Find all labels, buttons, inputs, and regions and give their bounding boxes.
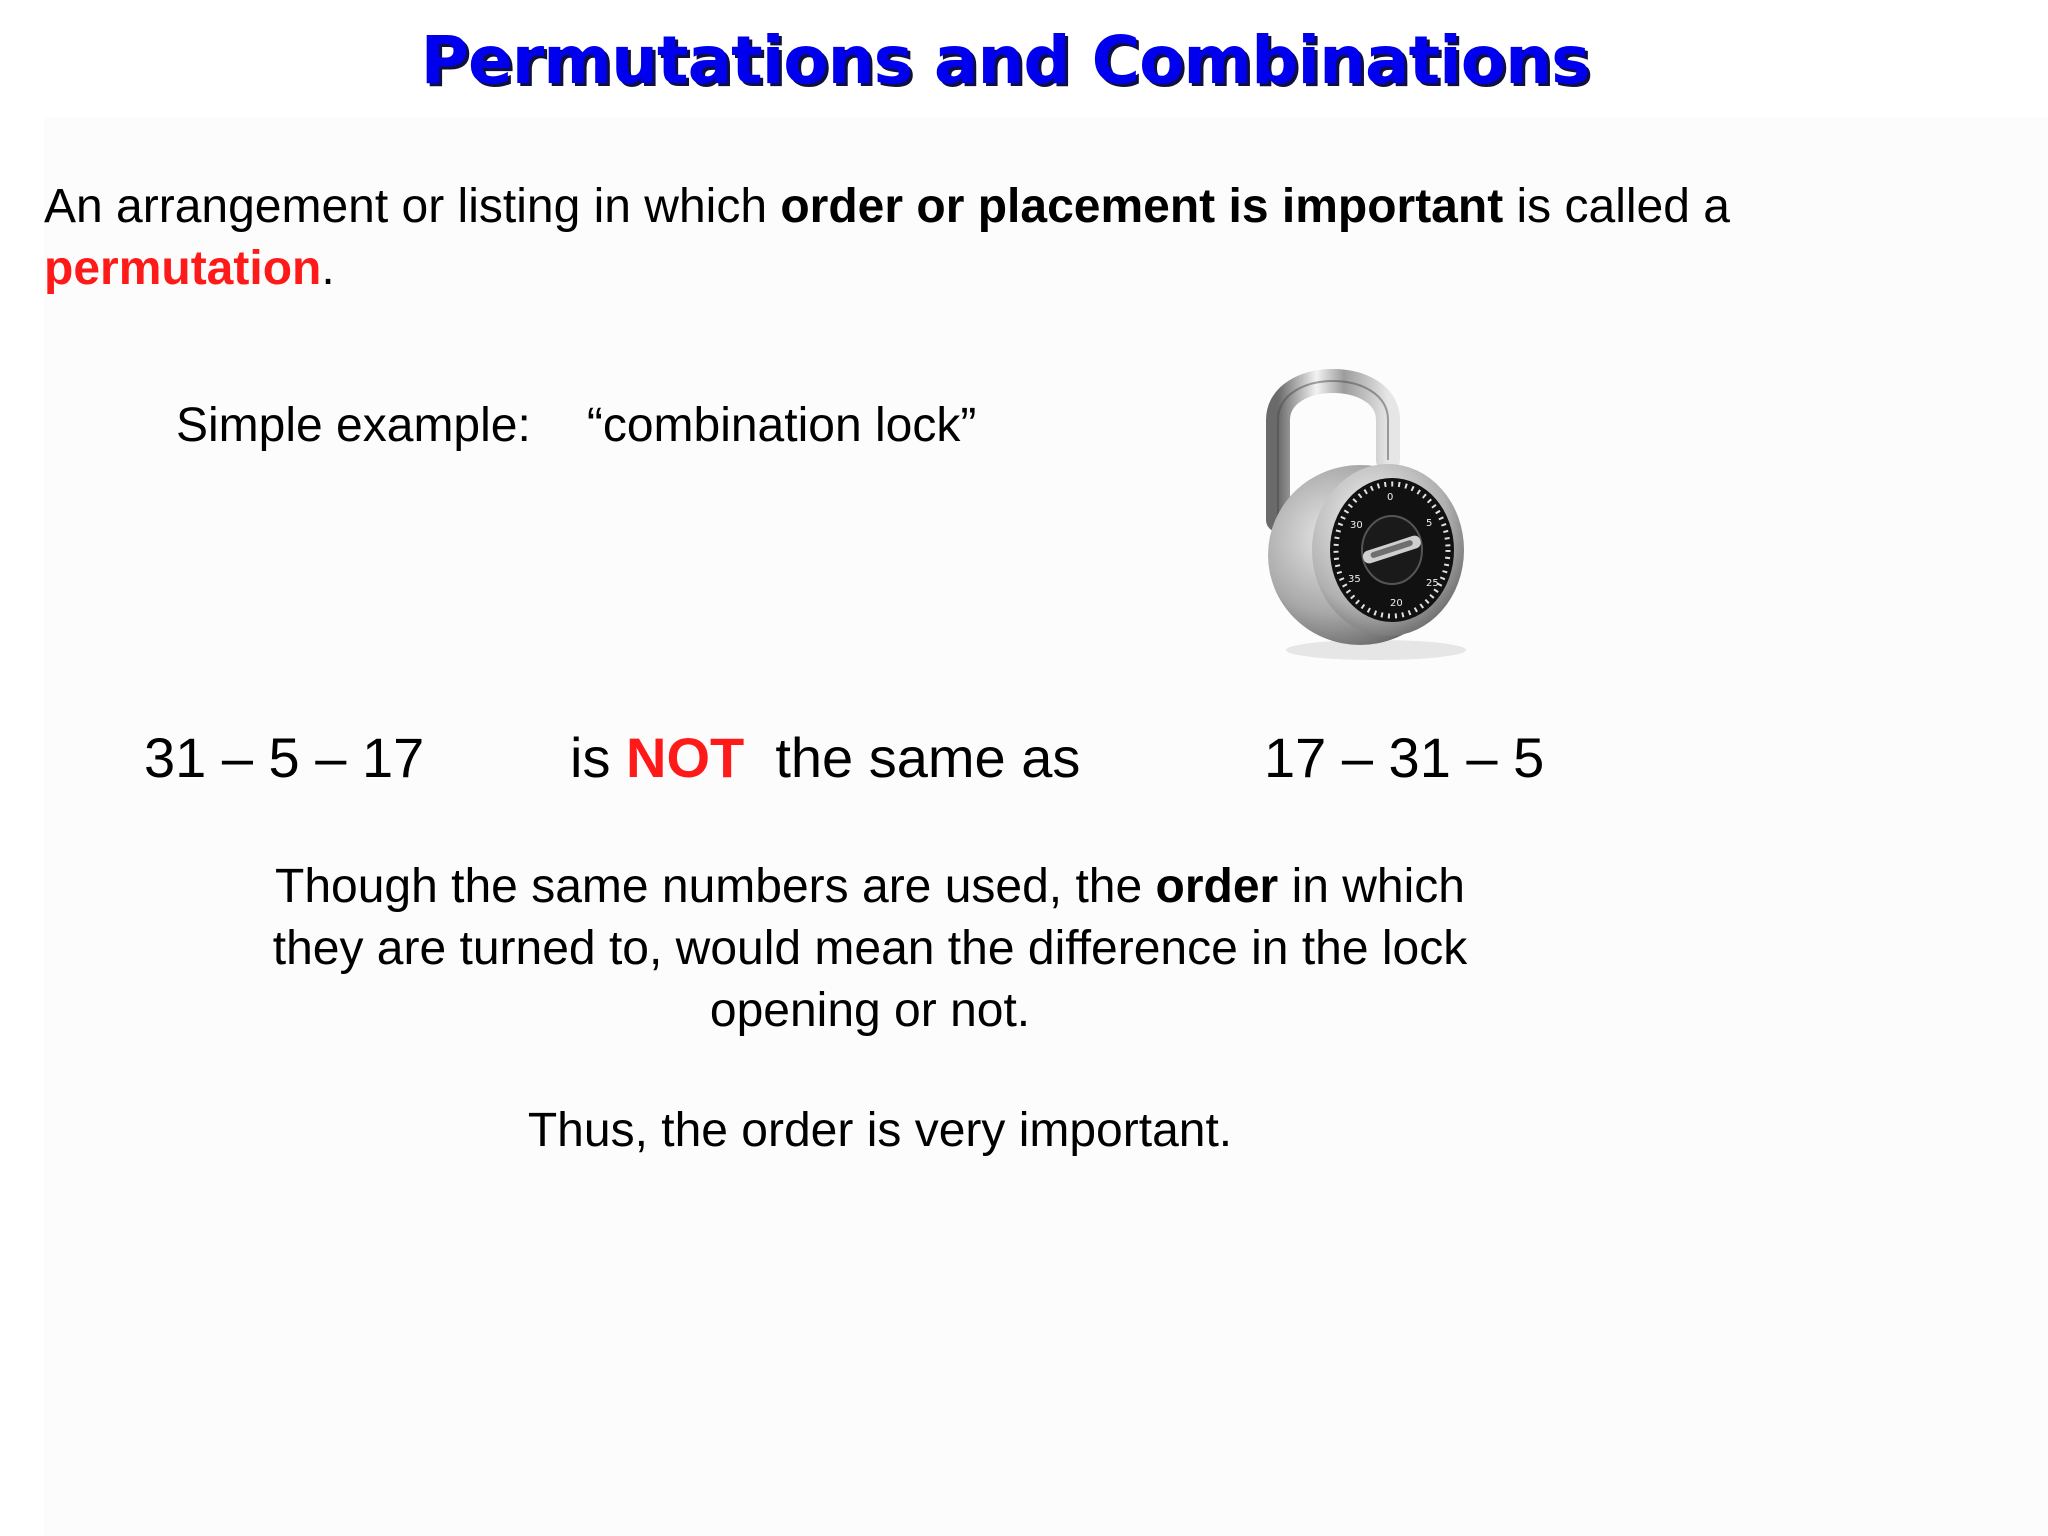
comparison-post: the same as bbox=[744, 726, 1081, 789]
definition-end: . bbox=[321, 242, 335, 295]
conclusion-text: Thus, the order is very important. bbox=[527, 1104, 1233, 1157]
definition-part2: is called a bbox=[1503, 180, 1730, 233]
combination-lock-icon bbox=[1240, 350, 1500, 670]
svg-text:25: 25 bbox=[1426, 578, 1439, 589]
svg-text:35: 35 bbox=[1348, 574, 1361, 585]
svg-text:5: 5 bbox=[1426, 518, 1433, 529]
explanation-text bbox=[220, 856, 1520, 1042]
example-value: “combination lock” bbox=[586, 399, 977, 452]
svg-text:30: 30 bbox=[1350, 520, 1363, 531]
svg-text:0: 0 bbox=[1387, 492, 1394, 503]
permutation-term: permutation bbox=[44, 242, 322, 295]
comparison-phrase bbox=[570, 726, 1080, 790]
definition-part1: An arrangement or listing in which bbox=[44, 180, 781, 233]
explanation-line3: opening or not. bbox=[709, 984, 1031, 1037]
sequence-first: 31 – 5 – 17 bbox=[144, 726, 425, 789]
explanation-line1-post: in which bbox=[1278, 860, 1465, 913]
explanation-line2: they are turned to, would mean the difference in the lock bbox=[272, 922, 1468, 975]
comparison-pre: is bbox=[570, 726, 626, 789]
example-label: Simple example: bbox=[176, 399, 531, 452]
example-line bbox=[176, 398, 976, 454]
definition-bold: order or placement is important bbox=[780, 180, 1504, 233]
slide-background bbox=[44, 118, 2048, 1536]
order-bold: order bbox=[1155, 860, 1279, 913]
not-emphasis: NOT bbox=[626, 726, 745, 789]
svg-text:20: 20 bbox=[1390, 598, 1403, 609]
definition-text bbox=[44, 176, 1964, 300]
sequence-second: 17 – 31 – 5 bbox=[1264, 726, 1545, 789]
slide-title: Permutations and Combinations bbox=[420, 22, 1590, 99]
explanation-line1-pre: Though the same numbers are used, the bbox=[275, 860, 1156, 913]
